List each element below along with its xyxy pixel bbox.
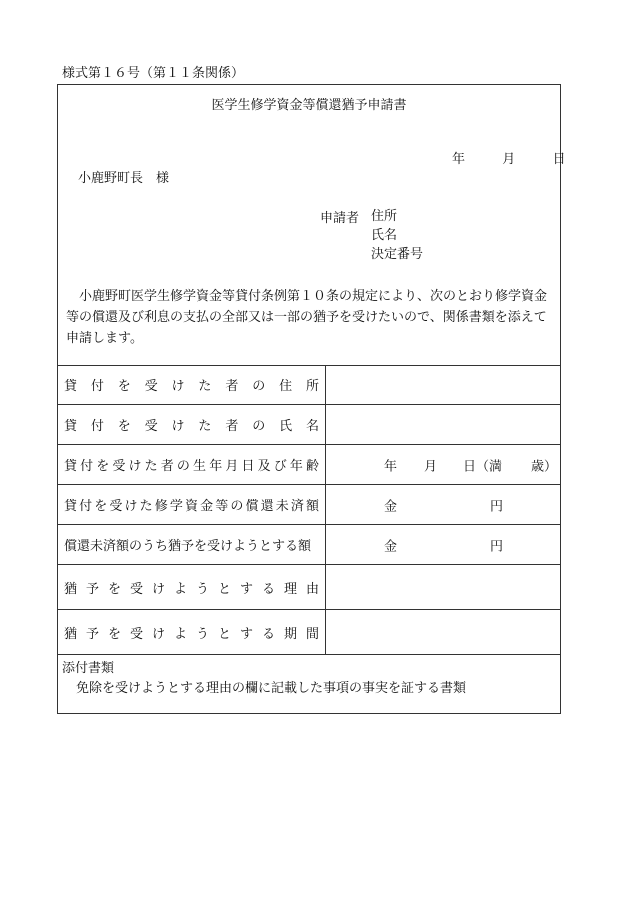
date-month: 月 bbox=[502, 152, 516, 167]
document-title: 医学生修学資金等償還猶予申請書 bbox=[211, 98, 407, 113]
table-row-reason bbox=[58, 565, 560, 610]
form-number: 様式第１６号（第１１条関係） bbox=[62, 66, 245, 81]
attachments-section bbox=[58, 655, 560, 713]
date-year: 年 bbox=[452, 152, 466, 167]
birth-month: 月 bbox=[424, 459, 438, 474]
borrower-address-field[interactable] bbox=[326, 365, 560, 404]
borrower-birthdate-field[interactable] bbox=[326, 445, 560, 484]
row-label: 償還未済額のうち猶予を受けようとする額 bbox=[58, 525, 326, 564]
table-row-outstanding bbox=[58, 485, 560, 525]
deferral-reason-field[interactable] bbox=[326, 565, 560, 609]
applicant-address-label: 住所 bbox=[371, 209, 398, 224]
birth-day: 日（満 bbox=[463, 459, 503, 474]
age: 歳） bbox=[531, 459, 558, 474]
attachments-title: 添付書類 bbox=[62, 661, 115, 676]
money-prefix: 金 bbox=[384, 499, 398, 514]
table-row-period bbox=[58, 610, 560, 655]
date-day: 日 bbox=[552, 152, 566, 167]
money-prefix: 金 bbox=[384, 539, 398, 554]
table-row-deferral-amount bbox=[58, 525, 560, 565]
money-suffix: 円 bbox=[490, 539, 504, 554]
birth-year: 年 bbox=[384, 459, 398, 474]
outstanding-amount-field[interactable] bbox=[326, 485, 560, 524]
row-label: 貸付を受けた者の氏名 bbox=[58, 405, 326, 444]
table-row-address bbox=[58, 365, 560, 405]
applicant-name-label: 氏名 bbox=[371, 228, 398, 243]
applicant-decision-number-label: 決定番号 bbox=[371, 247, 424, 262]
row-label: 猶予を受けようとする期間 bbox=[58, 610, 326, 654]
deferral-period-field[interactable] bbox=[326, 610, 560, 654]
borrower-name-field[interactable] bbox=[326, 405, 560, 444]
applicant-fields bbox=[371, 207, 423, 264]
form-header-section bbox=[58, 85, 566, 366]
applicant-label: 申請者 bbox=[320, 211, 360, 226]
date-line bbox=[452, 148, 566, 167]
deferral-amount-field[interactable] bbox=[326, 525, 560, 564]
row-label: 貸付を受けた者の住所 bbox=[58, 365, 326, 404]
application-statement: 小鹿野町医学生修学資金等貸付条例第１０条の規定により、次のとおり修学資金等の償還及び利息の支払の全部又は一部の猶予を受けたいので、関係書類を添えて申請します。 bbox=[66, 289, 548, 346]
addressee: 小鹿野町長 様 bbox=[78, 171, 170, 186]
money-suffix: 円 bbox=[490, 499, 504, 514]
application-form bbox=[57, 84, 566, 714]
attachment-item: 免除を受けようとする理由の欄に記載した事項の事実を証する書類 bbox=[76, 681, 467, 696]
row-label: 貸付を受けた修学資金等の償還未済額 bbox=[58, 485, 326, 524]
row-label: 猶予を受けようとする理由 bbox=[58, 565, 326, 609]
table-row-name bbox=[58, 405, 560, 445]
details-table bbox=[58, 365, 560, 655]
row-label: 貸付を受けた者の生年月日及び年齢 bbox=[58, 445, 326, 484]
table-row-birthdate bbox=[58, 445, 560, 485]
